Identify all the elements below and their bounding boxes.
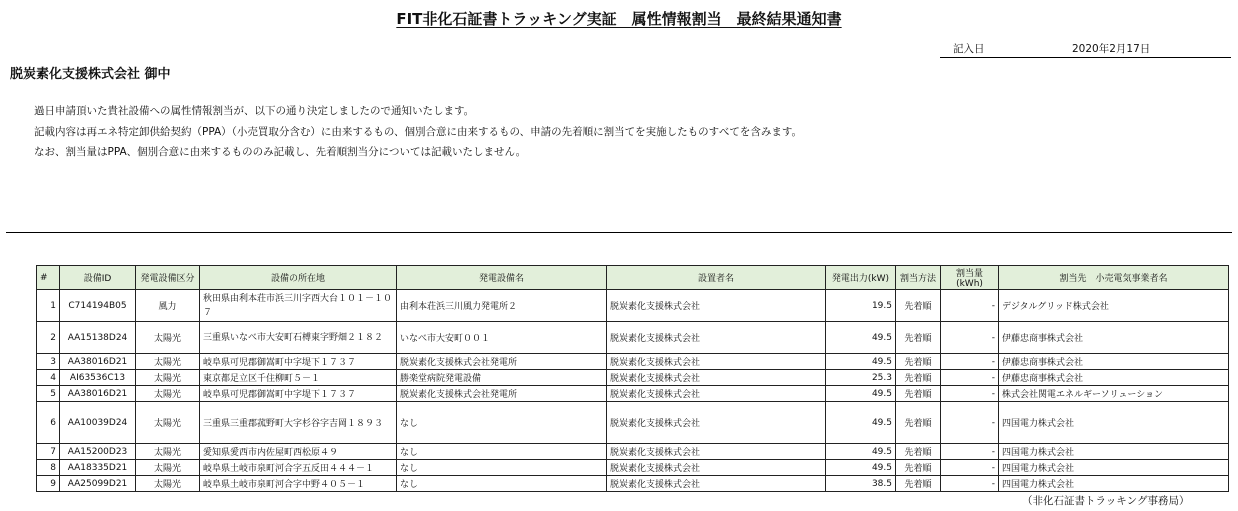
facility-id: AA10039D24 <box>60 402 136 444</box>
row-no: 7 <box>37 444 60 460</box>
retailer-name: 四国電力株式会社 <box>999 476 1229 492</box>
row-no: 8 <box>37 460 60 476</box>
row-no: 3 <box>37 354 60 370</box>
allocation-amount: - <box>941 290 999 322</box>
allocation-amount: - <box>941 370 999 386</box>
header-amount: 割当量(kWh) <box>941 266 999 290</box>
issuer-footer: （非化石証書トラッキング事務局） <box>1022 495 1190 507</box>
row-no: 2 <box>37 322 60 354</box>
owner-name: 脱炭素化支援株式会社 <box>607 386 826 402</box>
retailer-name: 伊藤忠商事株式会社 <box>999 370 1229 386</box>
output-kw: 25.3 <box>826 370 896 386</box>
table-header-row <box>37 266 1229 290</box>
plant-name: なし <box>397 402 607 444</box>
allocation-amount: - <box>941 476 999 492</box>
allocation-method: 先着順 <box>896 402 941 444</box>
facility-type: 太陽光 <box>136 354 200 370</box>
allocation-method: 先着順 <box>896 476 941 492</box>
row-no: 4 <box>37 370 60 386</box>
owner-name: 脱炭素化支援株式会社 <box>607 444 826 460</box>
output-kw: 38.5 <box>826 476 896 492</box>
facility-id: C714194B05 <box>60 290 136 322</box>
facility-type: 太陽光 <box>136 370 200 386</box>
recipient-name: 脱炭素化支援株式会社 御中 <box>10 67 171 82</box>
header-retailer: 割当先 小売電気事業者名 <box>999 266 1229 290</box>
output-kw: 49.5 <box>826 386 896 402</box>
output-kw: 49.5 <box>826 354 896 370</box>
table-row <box>37 290 1229 322</box>
facility-id: AA18335D21 <box>60 460 136 476</box>
allocation-table <box>36 265 1229 492</box>
table-row <box>37 370 1229 386</box>
facility-address: 秋田県由利本荘市浜三川字西大台１０１－１０７ <box>200 290 397 322</box>
owner-name: 脱炭素化支援株式会社 <box>607 460 826 476</box>
table-row <box>37 322 1229 354</box>
plant-name: 脱炭素化支援株式会社発電所 <box>397 386 607 402</box>
owner-name: 脱炭素化支援株式会社 <box>607 476 826 492</box>
owner-name: 脱炭素化支援株式会社 <box>607 290 826 322</box>
allocation-method: 先着順 <box>896 370 941 386</box>
retailer-name: 四国電力株式会社 <box>999 460 1229 476</box>
retailer-name: 株式会社関電エネルギーソリューション <box>999 386 1229 402</box>
facility-type: 太陽光 <box>136 444 200 460</box>
facility-id: AA15138D24 <box>60 322 136 354</box>
allocation-method: 先着順 <box>896 354 941 370</box>
allocation-amount: - <box>941 460 999 476</box>
facility-type: 太陽光 <box>136 322 200 354</box>
facility-address: 岐阜県可児郡御嵩町中字堤下１７３７ <box>200 386 397 402</box>
plant-name: なし <box>397 460 607 476</box>
facility-address: 三重県いなべ市大安町石榑東字野畑２１８２ <box>200 322 397 354</box>
facility-type: 風力 <box>136 290 200 322</box>
row-no: 5 <box>37 386 60 402</box>
date-underline <box>940 57 1231 58</box>
table-row <box>37 444 1229 460</box>
retailer-name: 四国電力株式会社 <box>999 444 1229 460</box>
facility-id: AI63536C13 <box>60 370 136 386</box>
header-output: 発電出力(kW) <box>826 266 896 290</box>
facility-type: 太陽光 <box>136 386 200 402</box>
facility-address: 岐阜県可児郡御嵩町中字堤下１７３７ <box>200 354 397 370</box>
header-no: # <box>37 266 60 290</box>
facility-id: AA38016D21 <box>60 386 136 402</box>
allocation-method: 先着順 <box>896 386 941 402</box>
row-no: 1 <box>37 290 60 322</box>
header-facility-id: 設備ID <box>60 266 136 290</box>
output-kw: 49.5 <box>826 460 896 476</box>
table-row <box>37 402 1229 444</box>
facility-id: AA25099D21 <box>60 476 136 492</box>
allocation-amount: - <box>941 386 999 402</box>
allocation-method: 先着順 <box>896 322 941 354</box>
notice-body <box>34 101 802 163</box>
retailer-name: 伊藤忠商事株式会社 <box>999 322 1229 354</box>
date-value: 2020年2月17日 <box>1072 43 1151 55</box>
facility-id: AA38016D21 <box>60 354 136 370</box>
allocation-amount: - <box>941 354 999 370</box>
retailer-name: 四国電力株式会社 <box>999 402 1229 444</box>
plant-name: 脱炭素化支援株式会社発電所 <box>397 354 607 370</box>
notice-line: なお、割当量はPPA、個別合意に由来するもののみ記載し、先着順割当分については記載いたしません。 <box>34 146 527 158</box>
notice-line: 過日申請頂いた貴社設備への属性情報割当が、以下の通り決定しましたので通知いたします。 <box>34 105 475 117</box>
facility-address: 岐阜県土岐市泉町河合字五反田４４４－１ <box>200 460 397 476</box>
owner-name: 脱炭素化支援株式会社 <box>607 354 826 370</box>
output-kw: 49.5 <box>826 444 896 460</box>
allocation-amount: - <box>941 444 999 460</box>
facility-address: 岐阜県土岐市泉町河合字中野４０５－１ <box>200 476 397 492</box>
plant-name: いなべ市大安町００１ <box>397 322 607 354</box>
document-title: FIT非化石証書トラッキング実証 属性情報割当 最終結果通知書 <box>396 10 842 28</box>
output-kw: 19.5 <box>826 290 896 322</box>
allocation-method: 先着順 <box>896 290 941 322</box>
retailer-name: 伊藤忠商事株式会社 <box>999 354 1229 370</box>
allocation-method: 先着順 <box>896 444 941 460</box>
output-kw: 49.5 <box>826 322 896 354</box>
facility-address: 東京都足立区千住柳町５－１ <box>200 370 397 386</box>
facility-address: 愛知県愛西市内佐屋町西松原４９ <box>200 444 397 460</box>
plant-name: なし <box>397 444 607 460</box>
allocation-amount: - <box>941 402 999 444</box>
owner-name: 脱炭素化支援株式会社 <box>607 370 826 386</box>
table-row <box>37 476 1229 492</box>
header-method: 割当方法 <box>896 266 941 290</box>
header-owner: 設置者名 <box>607 266 826 290</box>
header-address: 設備の所在地 <box>200 266 397 290</box>
plant-name: 由利本荘浜三川風力発電所２ <box>397 290 607 322</box>
row-no: 9 <box>37 476 60 492</box>
header-type: 発電設備区分 <box>136 266 200 290</box>
owner-name: 脱炭素化支援株式会社 <box>607 402 826 444</box>
table-row <box>37 386 1229 402</box>
header-plant-name: 発電設備名 <box>397 266 607 290</box>
facility-id: AA15200D23 <box>60 444 136 460</box>
retailer-name: デジタルグリッド株式会社 <box>999 290 1229 322</box>
notice-line: 記載内容は再エネ特定卸供給契約（PPA）（小売買取分含む）に由来するもの、個別合意に由来するもの、申請の先着順に割当てを実施したものすべてを含みます。 <box>34 125 803 138</box>
facility-type: 太陽光 <box>136 402 200 444</box>
facility-type: 太陽光 <box>136 476 200 492</box>
allocation-method: 先着順 <box>896 460 941 476</box>
row-no: 6 <box>37 402 60 444</box>
plant-name: なし <box>397 476 607 492</box>
table-row <box>37 460 1229 476</box>
section-divider <box>6 232 1232 233</box>
table-row <box>37 354 1229 370</box>
date-label: 記入日 <box>953 43 985 55</box>
facility-type: 太陽光 <box>136 460 200 476</box>
allocation-amount: - <box>941 322 999 354</box>
owner-name: 脱炭素化支援株式会社 <box>607 322 826 354</box>
plant-name: 勝楽堂病院発電設備 <box>397 370 607 386</box>
output-kw: 49.5 <box>826 402 896 444</box>
facility-address: 三重県三重郡菰野町大字杉谷字吉岡１８９３ <box>200 402 397 444</box>
